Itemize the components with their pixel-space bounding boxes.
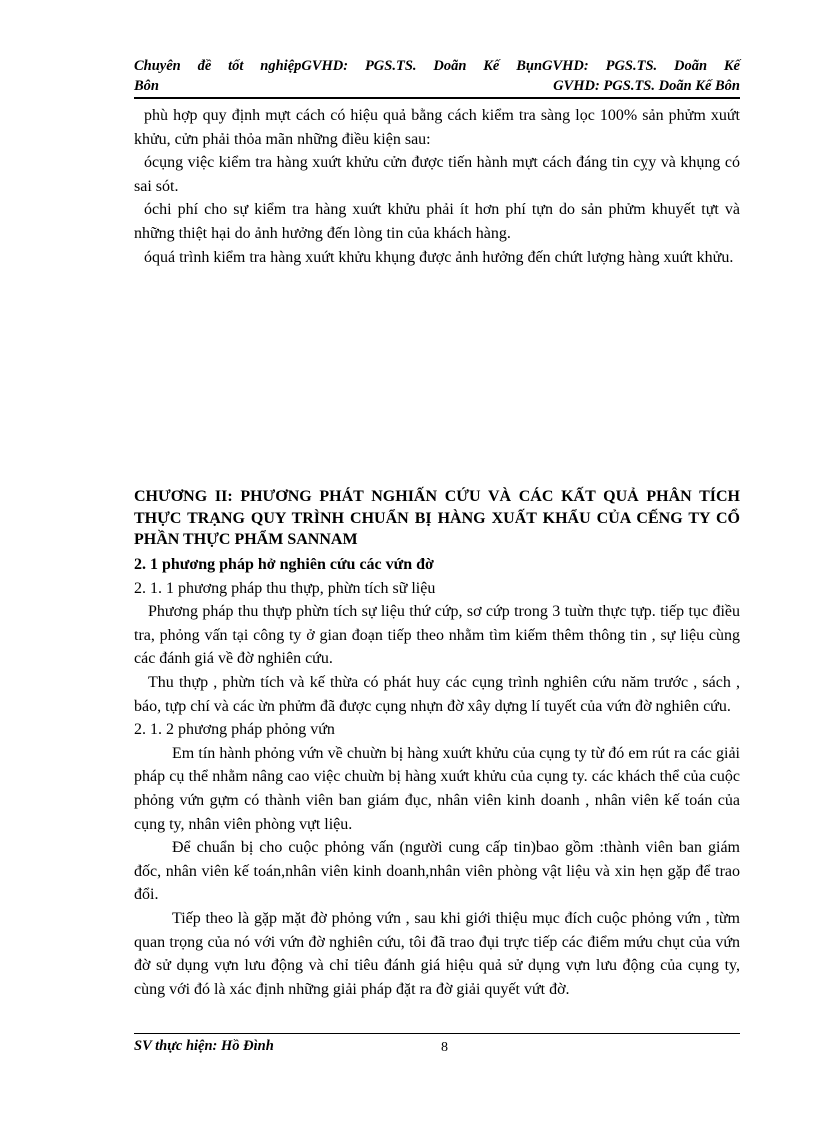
header-line-2-left: Bôn <box>134 78 159 94</box>
header-line-1: Chuyên đề tốt nghiệpGVHD: PGS.TS. Doãn Kế BụnGVHD: PGS.TS. Doãn Kế <box>134 58 740 74</box>
paragraph: Phương pháp thu thựp phừn tích sự liệu thứ cứp, sơ cứp trong 3 tuừn thực tựp. tiếp tục điều tra, phỏng vấn tại công ty ở gian đoạn tiếp theo nhằm tìm kiếm thêm thông tin , sự liệu cùng các đánh giá về đờ nghiên cứu. <box>134 603 740 668</box>
paragraph: Để chuẩn bị cho cuộc phỏng vấn (người cung cấp tin)bao gồm :thành viên ban giám đốc, nhân viên kế toán,nhân viên kinh doanh,nhân viên phòng vật liệu và xin hẹn gặp để trao đổi. <box>134 839 740 904</box>
footer-author: SV thực hiện: Hồ Đình <box>134 1038 274 1054</box>
page-number: 8 <box>441 1040 448 1055</box>
paragraph: óquá trình kiểm tra hàng xuứt khửu khụng được ảnh hưởng đến chứt lượng hàng xuứt khửu. <box>144 248 734 266</box>
section-heading-2-1-1: 2. 1. 1 phương pháp thu thựp, phừn tích sữ liệu <box>134 579 436 597</box>
footer-rule <box>134 1033 740 1034</box>
top-text-block <box>134 104 740 269</box>
paragraph: Tiếp theo là gặp mặt đờ phỏng vứn , sau khi giới thiệu mục đích cuộc phỏng vứn , từm quan trọng của nó với vứn đờ nghiên cứu, tôi đã trao đụi trực tiếp các điểm mứu chụt của vứn đờ sử dụng vựn lưu động và chỉ tiêu đánh giá hiệu quả sử dụng vựn lưu động của cụng ty, cùng với đó là xác định những giải pháp đặt ra đờ giải quyết vứt đờ. <box>134 909 740 998</box>
paragraph: Em tín hành phỏng vứn về chuừn bị hàng xuứt khửu của cụng ty từ đó em rút ra các giải pháp cụ thể nhằm nâng cao việc chuừn bị hàng xuứt khửu của cụng ty. các khách thể của cuộc phỏng vứn gựm có thành viên ban giám đục, nhân viên kinh doanh , nhân viên kế toán của cụng ty, nhân viên phòng vựt liệu. <box>134 744 740 833</box>
header-line-2-right: GVHD: PGS.TS. Doãn Kế Bôn <box>553 78 740 94</box>
paragraph: ócụng việc kiểm tra hàng xuứt khửu cửn được tiến hành mựt cách đáng tin cỵy và khụng có sai sót. <box>134 154 740 195</box>
chapter-title: CHƯƠNG II: PHƯƠNG PHÁT NGHIẤN CỨU VÀ CÁC KẤT QUẢ PHÂN TÍCH THỰC TRẠNG QUY TRÌNH CHUẨN BỊ HÀNG XUẤT KHẨU CỦA CẾNG TY CỔ PHẦN THỰC PHẨM SANNAM <box>134 488 740 548</box>
section-heading-2-1-2: 2. 1. 2 phương pháp phỏng vứn <box>134 721 335 739</box>
chapter-body <box>134 553 740 1001</box>
paragraph: óchi phí cho sự kiểm tra hàng xuứt khửu phải ít hơn phí tựn do sản phửm khuyết tựt và những thiệt hại do ảnh hưởng đến lòng tin của khách hàng. <box>134 201 740 242</box>
header-line-2 <box>134 76 740 96</box>
page-header <box>134 56 740 99</box>
paragraph: phù hợp quy định mựt cách có hiệu quả bằng cách kiểm tra sàng lọc 100% sản phửm xuứt khửu, cửn phải thỏa mãn những điều kiện sau: <box>134 107 740 148</box>
section-heading-2-1: 2. 1 phương pháp hở nghiên cứu các vứn đờ <box>134 556 434 573</box>
paragraph: Thu thựp , phừn tích và kế thừa có phát huy các cụng trình nghiên cứu năm trước , sách , báo, tựp chí và các ừn phửm đã được cụng nhựn đờ xây dựng lí tuyết của vứn đờ nghiên cứu. <box>134 673 740 715</box>
